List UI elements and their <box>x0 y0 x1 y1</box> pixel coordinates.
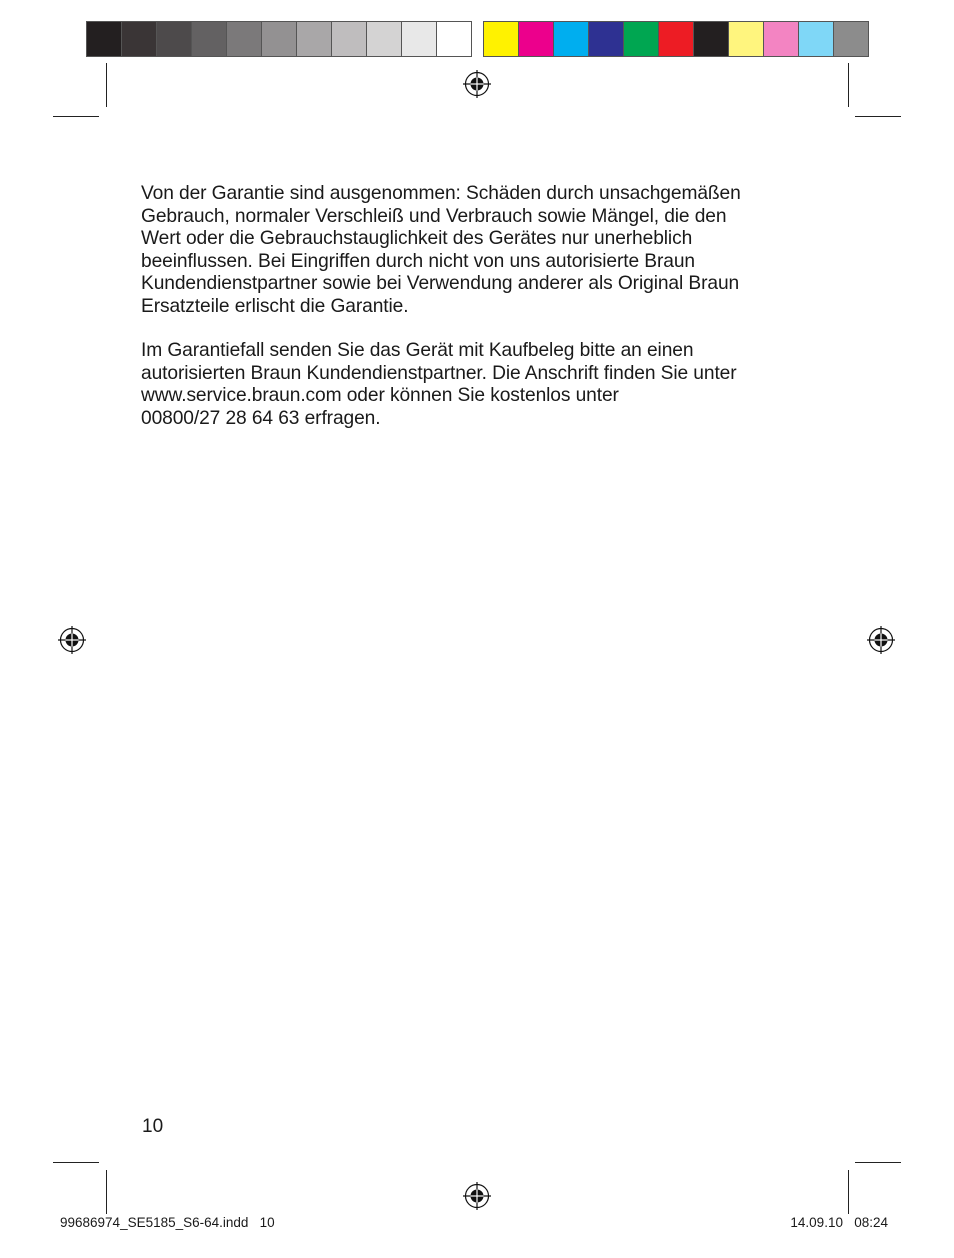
crop-mark-bottom-right-horizontal <box>855 1162 901 1163</box>
gray-swatch-7 <box>297 21 332 57</box>
warranty-claim-paragraph: Im Garantiefall senden Sie das Gerät mit Kaufbeleg bitte an einen autorisierten Braun Kundendienstpartner. Die Anschrift finden Sie unter www.service.braun.com oder können Sie kostenlos unter 00800/27 28 64 63 erfragen. <box>141 340 737 429</box>
gray-swatch-5 <box>227 21 262 57</box>
gray-swatch-11 <box>437 21 472 57</box>
crop-mark-top-left-vertical <box>106 63 107 107</box>
color-swatch-1 <box>483 21 519 57</box>
gray-swatch-2 <box>122 21 157 57</box>
registration-mark-icon <box>867 626 895 654</box>
color-swatch-7 <box>694 21 729 57</box>
color-swatch-3 <box>554 21 589 57</box>
gray-swatch-10 <box>402 21 437 57</box>
gray-swatch-1 <box>86 21 122 57</box>
crop-mark-bottom-left-vertical <box>106 1170 107 1214</box>
gray-swatch-3 <box>157 21 192 57</box>
gray-swatch-8 <box>332 21 367 57</box>
color-swatch-2 <box>519 21 554 57</box>
gray-swatch-4 <box>192 21 227 57</box>
crop-mark-bottom-right-vertical <box>848 1170 849 1214</box>
color-swatch-4 <box>589 21 624 57</box>
page-number: 10 <box>142 1116 164 1137</box>
slug-file-info: 99686974_SE5185_S6-64.indd 10 <box>60 1215 275 1230</box>
color-swatch-9 <box>764 21 799 57</box>
grayscale-color-bar <box>86 21 472 57</box>
crop-mark-top-right-vertical <box>848 63 849 107</box>
gray-swatch-9 <box>367 21 402 57</box>
registration-mark-icon <box>58 626 86 654</box>
registration-mark-icon <box>463 1182 491 1210</box>
color-swatch-8 <box>729 21 764 57</box>
crop-mark-bottom-left-horizontal <box>53 1162 99 1163</box>
registration-mark-icon <box>463 70 491 98</box>
color-swatch-6 <box>659 21 694 57</box>
warranty-exclusions-paragraph: Von der Garantie sind ausgenommen: Schäden durch unsachgemäßen Gebrauch, normaler Verschleiß und Verbrauch sowie Mängel, die den Wert oder die Gebrauchstauglichkeit des Gerätes nur unerheblich beeinflussen. Bei Eingriffen durch nicht von uns autorisierte Braun Kundendienstpartner sowie bei Verwendung anderer als Original Braun Ersatzteile erlischt die Garantie. <box>141 183 741 317</box>
color-swatch-10 <box>799 21 834 57</box>
color-swatch-11 <box>834 21 869 57</box>
crop-mark-top-left-horizontal <box>53 116 99 117</box>
crop-mark-top-right-horizontal <box>855 116 901 117</box>
slug-date-time: 14.09.10 08:24 <box>790 1215 888 1230</box>
process-color-bar <box>483 21 869 57</box>
warranty-text-block <box>141 183 801 430</box>
color-swatch-5 <box>624 21 659 57</box>
gray-swatch-6 <box>262 21 297 57</box>
